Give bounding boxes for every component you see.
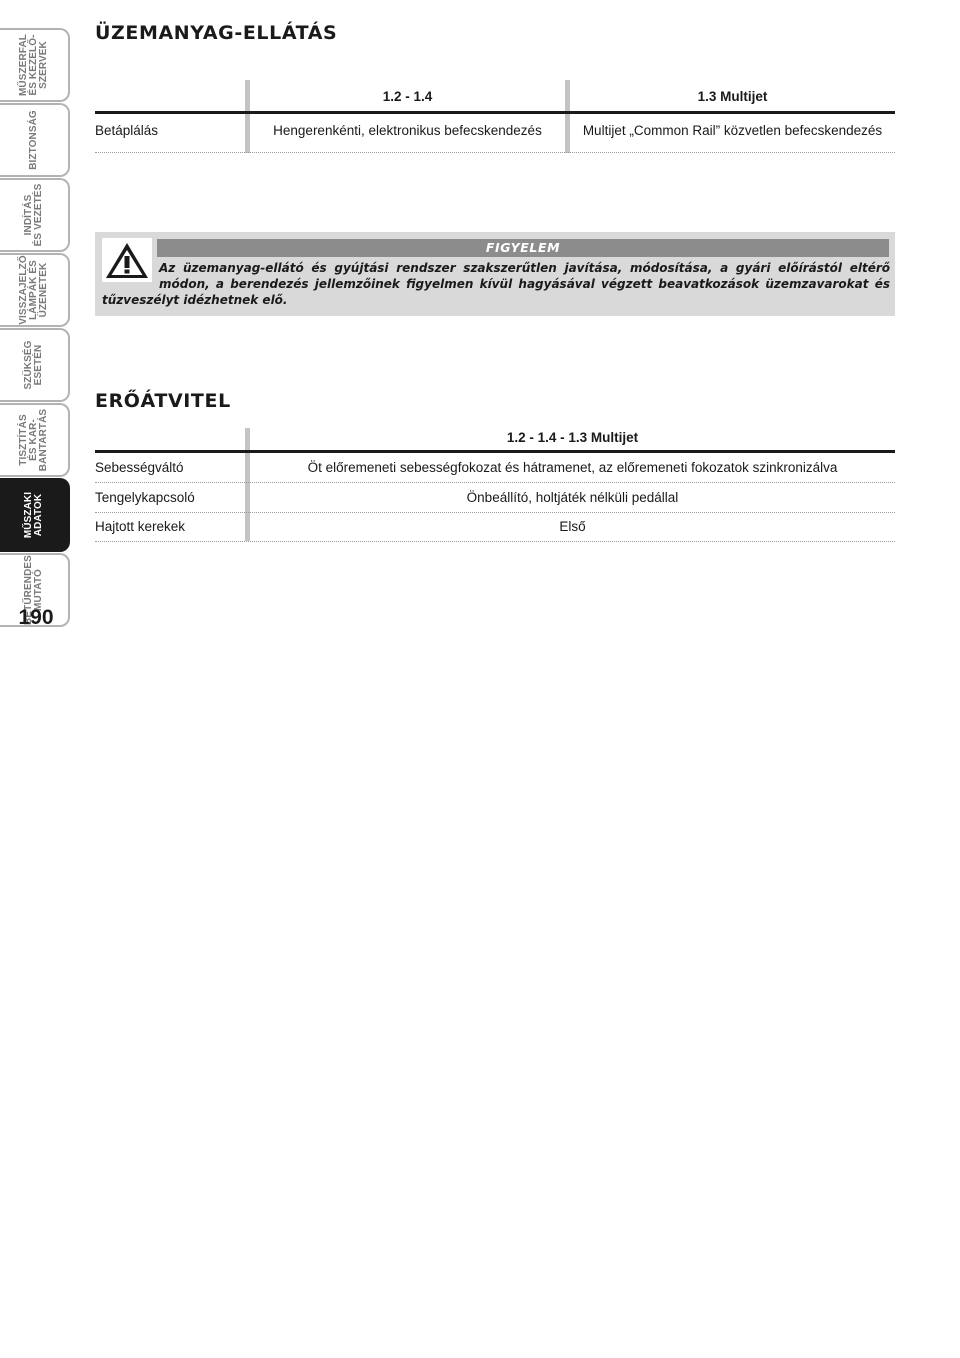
table-row bbox=[95, 453, 895, 483]
row-value: Első bbox=[559, 519, 586, 534]
tab-inditas[interactable] bbox=[0, 178, 70, 252]
tab-szukseg[interactable] bbox=[0, 328, 70, 402]
tab-label: BETŰRENDES MUTATÓ bbox=[23, 555, 44, 625]
fuel-table bbox=[95, 80, 895, 153]
warning-title: FIGYELEM bbox=[157, 239, 889, 257]
tab-muszerfal[interactable] bbox=[0, 28, 70, 102]
tab-visszajelzo[interactable] bbox=[0, 253, 70, 327]
section-title-drivetrain: ERŐÁTVITEL bbox=[95, 390, 231, 412]
table-row bbox=[95, 512, 895, 542]
column-header: 1.2 - 1.4 - 1.3 Multijet bbox=[506, 430, 639, 445]
row-value: Önbeállító, holtjáték nélküli pedállal bbox=[466, 490, 679, 505]
row-label: Betáplálás bbox=[95, 123, 159, 138]
tab-label: SZÜKSÉG ESETÉN bbox=[23, 340, 44, 390]
tab-label: MŰSZERFAL ÉS KEZELŐ- SZERVEK bbox=[18, 33, 49, 97]
section-title-fuel: ÜZEMANYAG-ELLÁTÁS bbox=[95, 22, 338, 44]
tab-label: INDÍTÁS ÉS VEZETÉS bbox=[23, 183, 44, 247]
page-number: 190 bbox=[18, 606, 54, 629]
table-row bbox=[95, 483, 895, 513]
row-value: Öt előremeneti sebességfokozat és hátramenet, az előremeneti fokozatok szinkronizálva bbox=[307, 460, 838, 475]
tab-label: MŰSZAKI ADATOK bbox=[23, 491, 44, 539]
row-label: Tengelykapcsoló bbox=[95, 490, 195, 505]
tab-biztonsag[interactable] bbox=[0, 103, 70, 177]
warning-text: Az üzemanyag-ellátó és gyújtási rendszer szakszerűtlen javítása, módosítása, a gyári előírástól eltérő módon, a berendezés jellemzőinek figyelmen kívül hagyásával végzett beavatkozások üzemzavarokat és tűzveszélyt idézhetnek elő. bbox=[102, 261, 890, 307]
column-header: 1.3 Multijet bbox=[697, 89, 768, 104]
tab-label: BIZTONSÁG bbox=[28, 110, 39, 170]
tab-muszaki-adatok[interactable] bbox=[0, 478, 70, 552]
drivetrain-table bbox=[95, 428, 895, 541]
row-label: Sebességváltó bbox=[95, 460, 184, 475]
header-rule bbox=[95, 111, 895, 114]
row-label: Hajtott kerekek bbox=[95, 519, 186, 534]
row-value: Hengerenkénti, elektronikus befecskendezés bbox=[273, 123, 542, 138]
tab-tisztitas[interactable] bbox=[0, 403, 70, 477]
tab-label: TISZTÍTÁS ÉS KAR- BANTARTÁS bbox=[18, 408, 49, 472]
row-value: Multijet „Common Rail” közvetlen befecskendezés bbox=[582, 123, 883, 138]
column-header: 1.2 - 1.4 bbox=[382, 89, 433, 104]
tab-label: VISSZAJELZŐ LÁMPÁK ÉS ÜZENETEK bbox=[18, 255, 49, 325]
table-row bbox=[95, 115, 895, 153]
warning-box bbox=[95, 232, 895, 316]
